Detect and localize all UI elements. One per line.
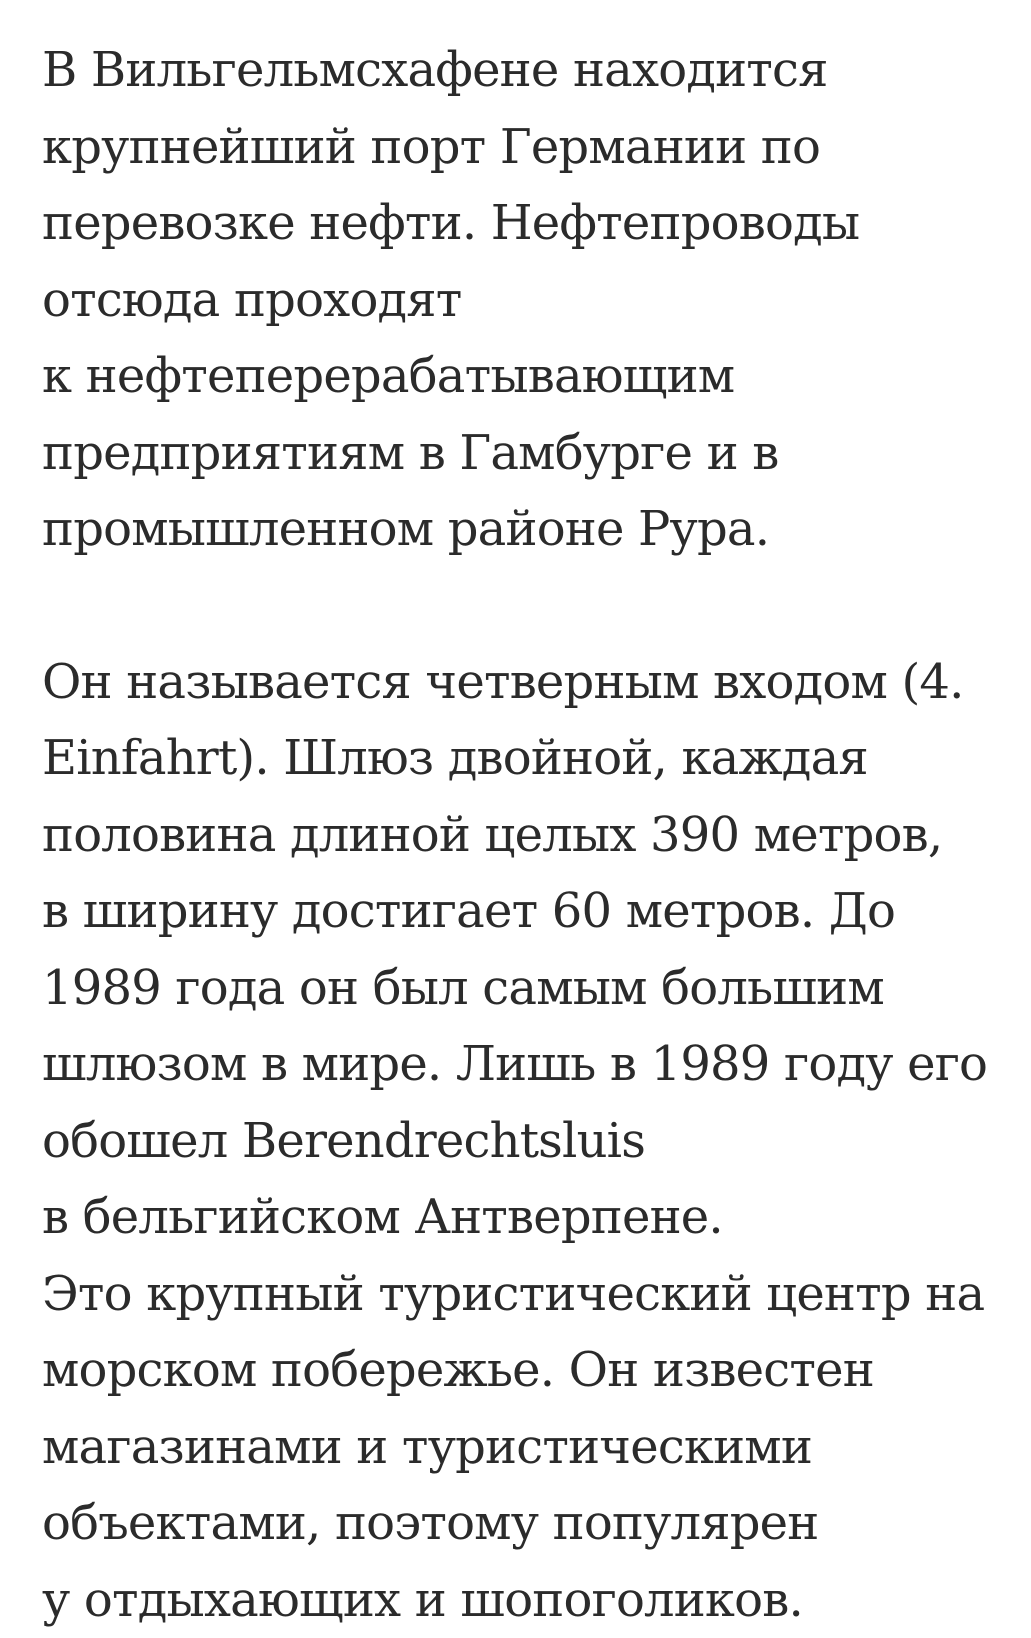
text-line: отсюда проходят [42,262,1002,339]
text-line: половина длиной целых 390 метров, [42,797,1002,874]
text-line: магазинами и туристическими [42,1409,1002,1486]
text-line: Это крупный туристический центр на [42,1256,1002,1333]
text-line: Einfahrt). Шлюз двойной, каждая [42,720,1002,797]
text-line: В Вильгельмсхафене находится [42,32,1002,109]
text-line: обошел Berendrechtsluis [42,1103,1002,1180]
paragraph-oil-port [42,32,1002,568]
text-line: к нефтеперерабатывающим [42,338,1002,415]
paragraph-lock-and-tourism [42,644,1002,1638]
article-body [42,32,1002,1638]
text-line: промышленном районе Рура. [42,491,1002,568]
text-line: крупнейший порт Германии по [42,109,1002,186]
text-line: в бельгийском Антверпене. [42,1179,1002,1256]
text-line: 1989 года он был самым большим [42,950,1002,1027]
text-line: в ширину достигает 60 метров. До [42,873,1002,950]
text-line: перевозке нефти. Нефтепроводы [42,185,1002,262]
text-line: объектами, поэтому популярен [42,1485,1002,1562]
text-line: Он называется четверным входом (4. [42,644,1002,721]
text-line: у отдыхающих и шопоголиков. [42,1562,1002,1638]
text-line: шлюзом в мире. Лишь в 1989 году его [42,1026,1002,1103]
text-line: морском побережье. Он известен [42,1332,1002,1409]
text-line: предприятиям в Гамбурге и в [42,415,1002,492]
